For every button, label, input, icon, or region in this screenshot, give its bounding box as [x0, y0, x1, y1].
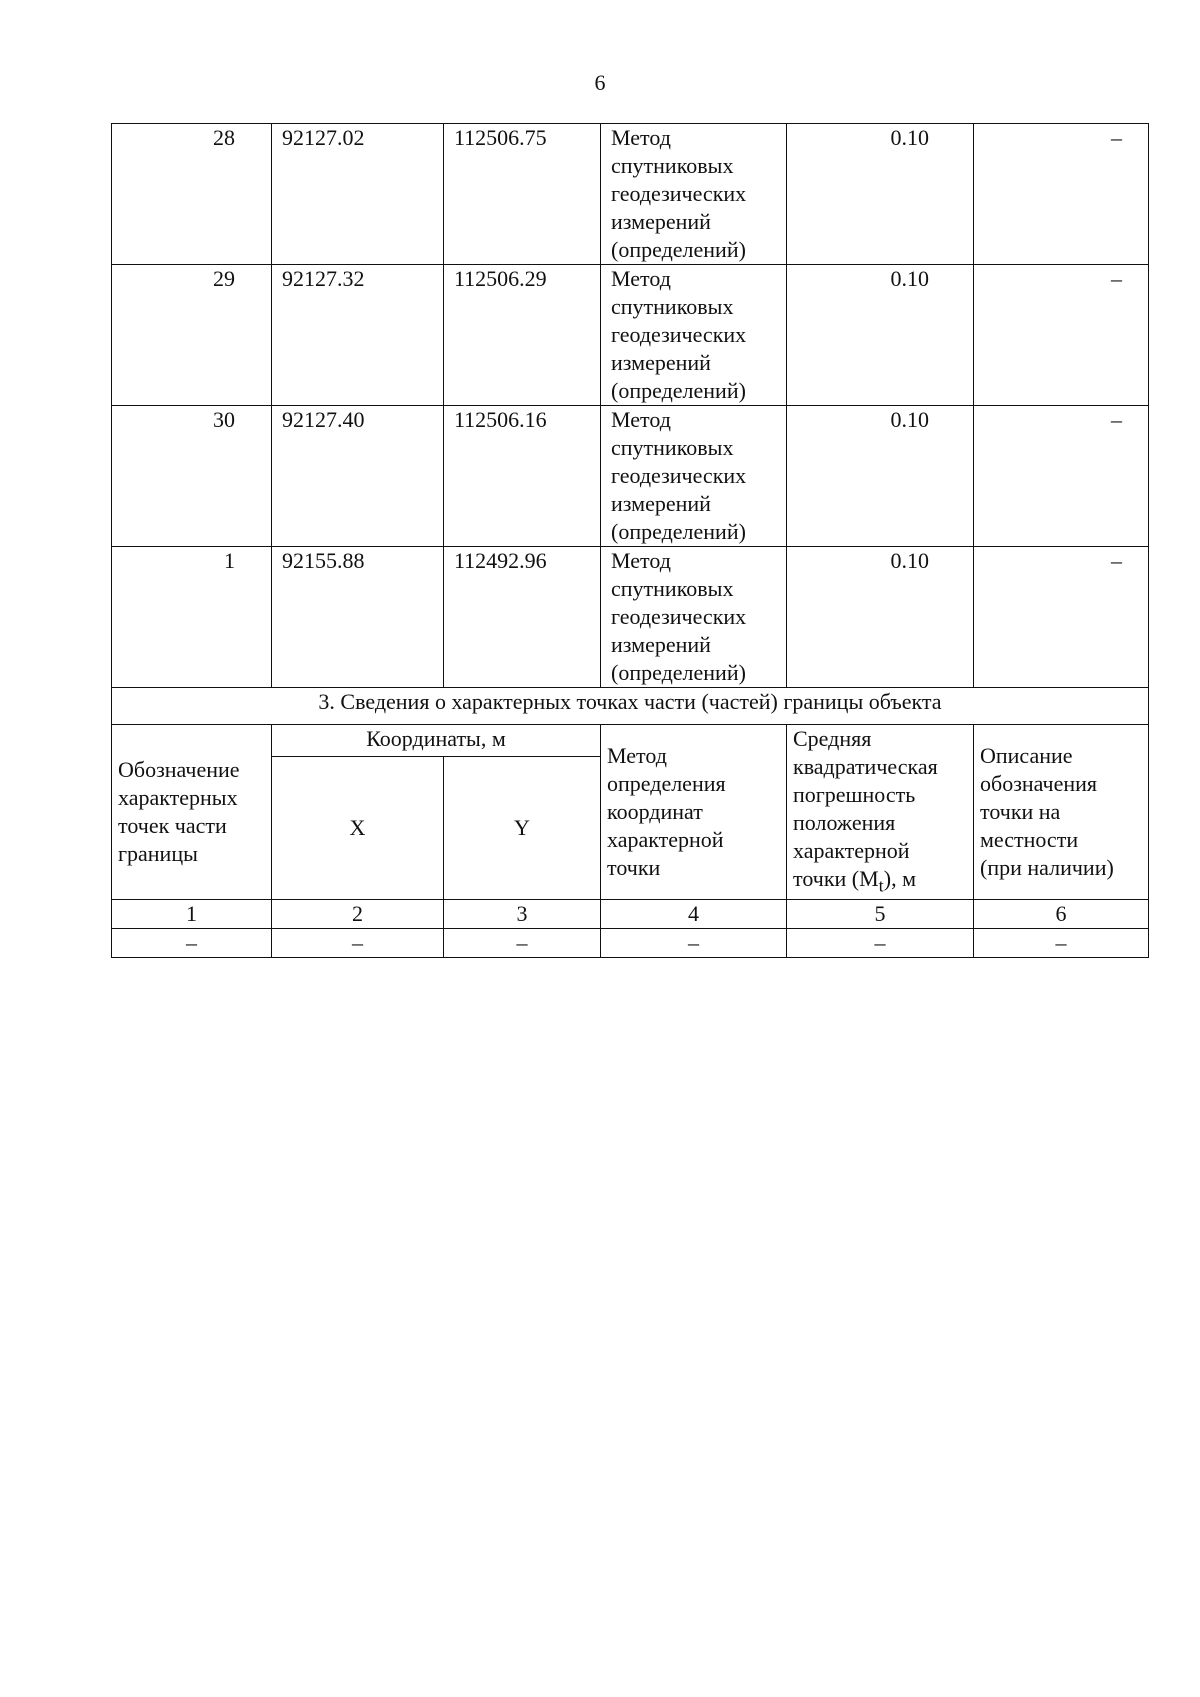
point-method	[601, 406, 787, 547]
empty-cell: –	[272, 929, 444, 958]
point-method-line: Метод	[611, 125, 671, 150]
empty-cell: –	[444, 929, 601, 958]
header-error-line: квадратическая	[793, 754, 938, 779]
point-method-line: геодезических	[611, 604, 747, 629]
point-x: 92127.02	[272, 124, 444, 265]
point-method-line: измерений	[611, 491, 711, 516]
section3-title-row	[112, 688, 1149, 725]
point-method-line: геодезических	[611, 181, 747, 206]
point-method-line: (определений)	[611, 660, 746, 685]
point-description: –	[974, 406, 1149, 547]
header-method-line: определения	[607, 771, 726, 797]
column-number-row	[112, 900, 1149, 929]
point-error: 0.10	[787, 265, 974, 406]
point-number: 30	[112, 406, 272, 547]
point-method-line: (определений)	[611, 378, 746, 403]
header-error-line: характерной	[793, 838, 910, 863]
point-description: –	[974, 124, 1149, 265]
header-error-line: погрешность	[793, 782, 916, 807]
point-method-line: (определений)	[611, 519, 746, 544]
header-error	[787, 725, 974, 900]
point-error: 0.10	[787, 547, 974, 688]
point-method	[601, 265, 787, 406]
header-method-line: характерной	[607, 827, 724, 853]
point-error: 0.10	[787, 406, 974, 547]
point-method-line: геодезических	[611, 322, 747, 347]
column-number: 1	[112, 900, 272, 929]
point-x: 92155.88	[272, 547, 444, 688]
point-row	[112, 124, 1149, 265]
point-description: –	[974, 547, 1149, 688]
header-method-line: координат	[607, 799, 703, 825]
header-error-line	[793, 865, 967, 899]
point-method-line: (определений)	[611, 237, 746, 262]
header-x: X	[272, 756, 444, 900]
header-error-subscript: t	[878, 875, 884, 896]
empty-cell: –	[974, 929, 1149, 958]
point-method	[601, 547, 787, 688]
column-number: 3	[444, 900, 601, 929]
header-method-line: точки	[607, 855, 661, 881]
header-designation-line: характерных	[118, 785, 238, 811]
point-method	[601, 124, 787, 265]
point-row	[112, 547, 1149, 688]
point-method-line: спутниковых	[611, 153, 734, 178]
empty-cell: –	[787, 929, 974, 958]
header-description-line: местности	[980, 827, 1079, 853]
point-method-line: спутниковых	[611, 435, 734, 460]
section3-body	[112, 688, 1149, 958]
point-method-line: Метод	[611, 266, 671, 291]
point-error: 0.10	[787, 124, 974, 265]
empty-data-row	[112, 929, 1149, 958]
point-method-line: Метод	[611, 407, 671, 432]
header-y: Y	[444, 756, 601, 900]
column-number: 6	[974, 900, 1149, 929]
points-body	[112, 124, 1149, 688]
header-designation-line: точек части	[118, 813, 227, 839]
point-x: 92127.40	[272, 406, 444, 547]
header-description-line: точки на	[980, 799, 1061, 825]
header-description-line: обозначения	[980, 771, 1098, 797]
section3-title: 3. Сведения о характерных точках части (частей) границы объекта	[112, 688, 1149, 725]
point-method-line: спутниковых	[611, 294, 734, 319]
point-y: 112506.75	[444, 124, 601, 265]
header-method-line: Метод	[607, 743, 667, 769]
point-y: 112506.29	[444, 265, 601, 406]
empty-cell: –	[112, 929, 272, 958]
point-row	[112, 265, 1149, 406]
point-number: 28	[112, 124, 272, 265]
header-error-unit: ), м	[883, 866, 917, 891]
header-row-1	[112, 725, 1149, 757]
header-designation	[112, 725, 272, 900]
header-method	[601, 725, 787, 900]
header-coordinates: Координаты, м	[272, 725, 601, 757]
point-y: 112492.96	[444, 547, 601, 688]
column-number: 5	[787, 900, 974, 929]
point-method-line: Метод	[611, 548, 671, 573]
header-description	[974, 725, 1149, 900]
header-description-line: Описание	[980, 743, 1073, 769]
point-y: 112506.16	[444, 406, 601, 547]
header-designation-line: границы	[118, 841, 198, 867]
header-error-line: положения	[793, 810, 896, 835]
point-description: –	[974, 265, 1149, 406]
header-description-line: (при наличии)	[980, 855, 1114, 881]
empty-cell: –	[601, 929, 787, 958]
point-row	[112, 406, 1149, 547]
point-number: 1	[112, 547, 272, 688]
point-number: 29	[112, 265, 272, 406]
point-method-line: измерений	[611, 632, 711, 657]
column-number: 4	[601, 900, 787, 929]
header-error-line: Средняя	[793, 726, 872, 751]
point-method-line: геодезических	[611, 463, 747, 488]
column-number: 2	[272, 900, 444, 929]
point-method-line: измерений	[611, 350, 711, 375]
header-designation-line: Обозначение	[118, 757, 240, 783]
point-x: 92127.32	[272, 265, 444, 406]
point-method-line: спутниковых	[611, 576, 734, 601]
point-method-line: измерений	[611, 209, 711, 234]
header-error-text: точки (M	[793, 866, 879, 891]
page-number: 6	[594, 70, 606, 95]
boundary-points-table	[111, 123, 1149, 958]
